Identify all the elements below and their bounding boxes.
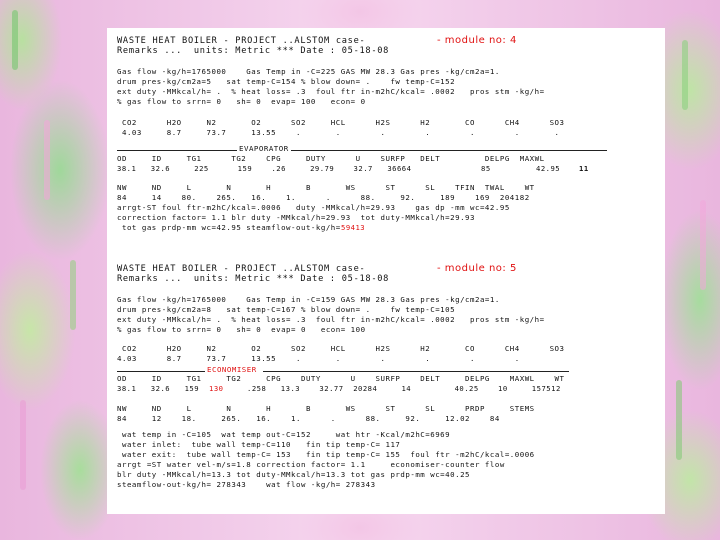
module-5-param-line: drum pres-kg/cm2a=8 sat temp-C=167 % blow down= . fw temp-C=105 xyxy=(117,305,456,314)
module-4-param-line: ext duty -MMkcal/h= . % heat loss= .3 foul ftr in-m2hC/kcal= .0002 pros stm -kg/h= xyxy=(117,87,545,96)
module-4-param-line: Gas flow -kg/h=1765000 Gas Temp in -C=225 GAS MW 28.3 Gas pres -kg/cm2a=1. xyxy=(117,67,500,76)
module-5-label: - module no: 5 xyxy=(437,263,517,274)
divider xyxy=(291,150,607,151)
module-4-detail-line: arrgt-ST foul ftr-m2hC/kcal=.0006 duty -MMkcal/h=29.93 gas dp -mm wc=42.95 xyxy=(117,203,510,212)
module-5-detail-line: water exit: tube wall temp-C= 153 fin tip temp-C= 155 foul ftr -m2hC/kcal=.0006 xyxy=(117,450,535,459)
module-4-detail-line: correction factor= 1.1 blr duty -MMkcal/h=29.93 tot duty-MMkcal/h=29.93 xyxy=(117,213,475,222)
module-5-detail-line: wat temp in -C=105 wat temp out-C=152 wat htr -Kcal/m2hC=6969 xyxy=(117,430,451,439)
module-4-remarks: Remarks ... units: Metric *** Date : 05-18-08 xyxy=(117,45,390,55)
divider xyxy=(117,150,237,151)
module-4-geometry-header: NW ND L N H B WS ST SL TFIN TWAL WT xyxy=(117,183,535,192)
economiser-values: 38.1 32.6 159 xyxy=(117,384,200,393)
evaporator-values: 38.1 32.6 225 159 .26 29.79 32.7 36664 xyxy=(117,164,412,173)
module-4-section xyxy=(117,36,657,266)
background-streak xyxy=(682,40,688,110)
module-5-param-line: ext duty -MMkcal/h= . % heat loss= .3 foul ftr in-m2hC/kcal= .0002 pros stm -kg/h= xyxy=(117,315,545,324)
module-4-composition-header: CO2 H2O N2 O2 SO2 HCL H2S H2 CO CH4 SO3 xyxy=(117,118,565,127)
module-4-geometry-values: 84 14 80. 265. 16. 1. . 88. 92. 189 169 204182 xyxy=(117,193,530,202)
module-4-label: - module no: 4 xyxy=(437,35,517,46)
module-5-detail-line: arrgt =ST water vel-m/s=1.8 correction factor= 1.1 economiser-counter flow xyxy=(117,460,505,469)
economiser-header: OD ID TG1 TG2 CPG DUTY U SURFP DELT DELPG MAXWL WT xyxy=(117,374,565,383)
background-streak xyxy=(700,200,706,290)
evaporator-title: EVAPORATOR xyxy=(239,144,289,153)
evaporator-delpg: 42.95 xyxy=(536,164,561,173)
module-5-detail-line: water inlet: tube wall temp-C=110 fin tip temp-C= 117 xyxy=(117,440,401,449)
background-streak xyxy=(70,260,76,330)
module-5-geometry-values: 84 12 18. 265. 16. 1. . 88. 92. 12.02 84 xyxy=(117,414,500,423)
module-4-param-line: drum pres-kg/cm2a=5 sat temp-C=154 % blow down= . fw temp-C=152 xyxy=(117,77,456,86)
evaporator-maxwl: 11 xyxy=(579,164,589,173)
module-5-section xyxy=(117,264,657,514)
economiser-tg2: 130 xyxy=(209,384,224,393)
module-5-detail-line: blr duty -MMkcal/h=13.3 tot duty-MMkcal/h=13.3 tot gas prdp-mm wc=40.25 xyxy=(117,470,471,479)
module-5-param-line: % gas flow to srrn= 0 sh= 0 evap= 0 econ= 100 xyxy=(117,325,366,334)
evaporator-delt: 85 xyxy=(481,164,491,173)
module-4-steamflow-value: 59413 xyxy=(341,223,366,232)
background-streak xyxy=(44,120,50,200)
module-5-composition-values: 4.03 8.7 73.7 13.55 . . . . . . xyxy=(117,354,520,363)
divider xyxy=(263,371,569,372)
background-streak xyxy=(12,10,18,70)
economiser-title: ECONOMISER xyxy=(207,365,257,374)
module-5-title: WASTE HEAT BOILER - PROJECT ..ALSTOM case- xyxy=(117,263,366,273)
background-streak xyxy=(676,380,682,460)
module-5-remarks: Remarks ... units: Metric *** Date : 05-18-08 xyxy=(117,273,390,283)
module-5-geometry-header: NW ND L N H B WS ST SL PRDP STEMS xyxy=(117,404,535,413)
module-4-param-line: % gas flow to srrn= 0 sh= 0 evap= 100 econ= 0 xyxy=(117,97,366,106)
module-5-detail-line: steamflow-out-kg/h= 278343 wat flow -kg/h= 278343 xyxy=(117,480,376,489)
module-5-composition-header: CO2 H2O N2 O2 SO2 HCL H2S H2 CO CH4 SO3 xyxy=(117,344,565,353)
economiser-values-rest: .258 13.3 32.77 20284 14 40.25 10 157512 xyxy=(247,384,561,393)
module-4-detail-line: tot gas prdp-mm wc=42.95 steamflow-out-kg/h= xyxy=(117,223,346,232)
module-4-title: WASTE HEAT BOILER - PROJECT ..ALSTOM case- xyxy=(117,35,366,45)
evaporator-header: OD ID TG1 TG2 CPG DUTY U SURFP DELT DELPG MAXWL xyxy=(117,154,545,163)
module-4-composition-values: 4.03 8.7 73.7 13.55 . . . . . . . xyxy=(117,128,560,137)
module-5-param-line: Gas flow -kg/h=1765000 Gas Temp in -C=159 GAS MW 28.3 Gas pres -kg/cm2a=1. xyxy=(117,295,500,304)
divider xyxy=(117,371,205,372)
background-streak xyxy=(20,400,26,490)
document-page xyxy=(107,28,665,514)
